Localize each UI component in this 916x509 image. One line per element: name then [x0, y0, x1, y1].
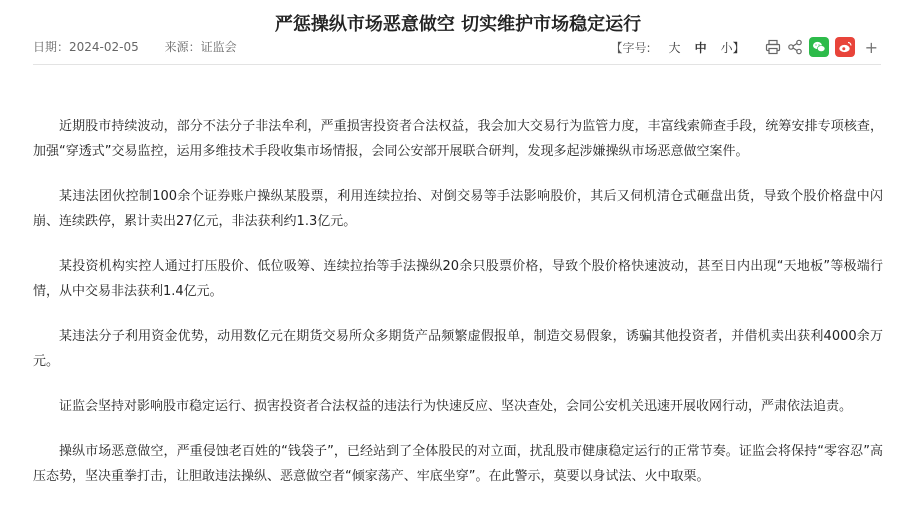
page-title: 严惩操纵市场恶意做空 切实维护市场稳定运行 [274, 14, 642, 35]
paragraph: 某违法团伙控制100余个证券账户操纵某股票，利用连续拉抬、对倒交易等手法影响股价，其后又伺机清仓式砸盘出货，导致个股价格盘中闪崩、连续跌停，累计卖出27亿元，非法获利约1.3亿元。 [33, 189, 883, 229]
weibo-icon[interactable] [835, 37, 855, 57]
paragraph: 某违法分子利用资金优势，动用数亿元在期货交易所众多期货产品频繁虚假报单，制造交易假象，诱骗其他投资者，并借机卖出获利4000余万元。 [33, 329, 883, 369]
header-divider [33, 64, 881, 65]
font-size-small-button[interactable]: 小】 [720, 40, 745, 55]
wechat-icon[interactable] [809, 37, 829, 57]
font-size-large-button[interactable]: 大 [668, 40, 681, 55]
article-meta [33, 38, 259, 56]
article-source: 来源：证监会 [164, 40, 237, 54]
article-toolbar [611, 36, 879, 58]
paragraph: 某投资机构实控人通过打压股价、低位吸筹、连续拉抬等手法操纵20余只股票价格，导致个股价格快速波动，甚至日内出现“天地板”等极端行情，从中交易非法获利1.4亿元。 [33, 259, 883, 299]
article-body [33, 114, 883, 509]
paragraph: 近期股市持续波动，部分不法分子非法牟利，严重损害投资者合法权益，我会加大交易行为监管力度，丰富线索筛查手段，统筹安排专项核查，加强“穿透式”交易监控，运用多维技术手段收集市场情报，会同公安部开展联合研判，发现多起涉嫌操纵市场恶意做空案件。 [33, 119, 883, 159]
font-size-label: 【字号: [610, 40, 651, 55]
publish-date: 日期：2024-02-05 [33, 40, 139, 54]
print-icon[interactable] [765, 39, 781, 55]
plus-icon[interactable]: + [864, 37, 878, 57]
paragraph: 操纵市场恶意做空，严重侵蚀老百姓的“钱袋子”，已经站到了全体股民的对立面，扰乱股市健康稳定运行的正常节奏。证监会将保持“零容忍”高压态势，坚决重拳打击，让胆敢违法操纵、恶意做空者“倾家荡产、牢底坐穿”。在此警示，莫要以身试法、火中取栗。 [33, 444, 883, 484]
share-icon[interactable] [787, 39, 803, 55]
font-size-medium-button[interactable]: 中 [694, 40, 707, 55]
paragraph: 证监会坚持对影响股市稳定运行、损害投资者合法权益的违法行为快速反应、坚决查处，会同公安机关迅速开展收网行动，严肃依法追责。 [59, 399, 853, 414]
